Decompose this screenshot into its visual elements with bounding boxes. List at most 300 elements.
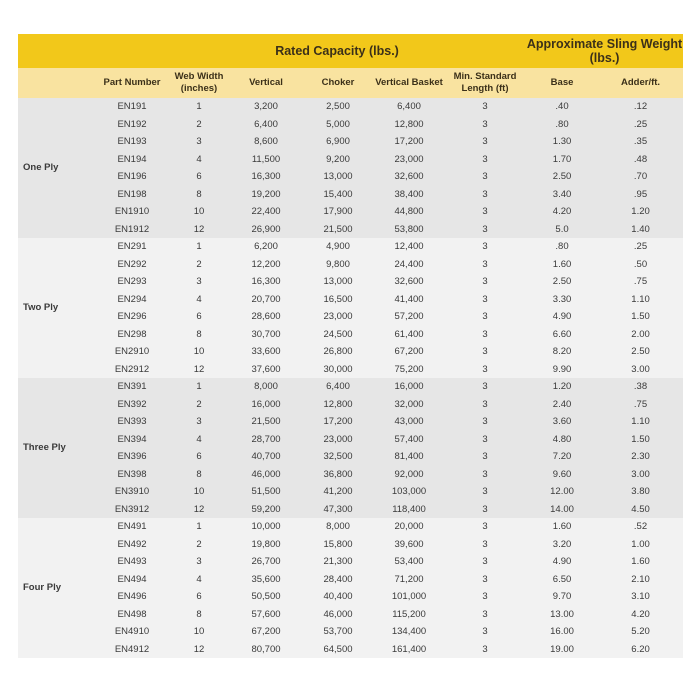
group-label: Three Ply [18, 378, 96, 518]
cell-vertical-basket: 71,200 [374, 571, 444, 589]
cell-base-weight: 6.60 [526, 326, 598, 344]
cell-min-length: 3 [444, 343, 526, 361]
cell-choker: 16,500 [302, 291, 374, 309]
cell-min-length: 3 [444, 483, 526, 501]
cell-base-weight: 4.20 [526, 203, 598, 221]
cell-min-length: 3 [444, 256, 526, 274]
table-row [18, 588, 683, 606]
cell-adder-per-ft: 5.20 [598, 623, 683, 641]
cell-adder-per-ft: .75 [598, 273, 683, 291]
cell-adder-per-ft: 1.10 [598, 291, 683, 309]
cell-vertical-basket: 38,400 [374, 186, 444, 204]
cell-part-number: EN294 [96, 291, 168, 309]
cell-choker: 15,800 [302, 536, 374, 554]
cell-vertical-basket: 39,600 [374, 536, 444, 554]
cell-adder-per-ft: .38 [598, 378, 683, 396]
cell-vertical-basket: 6,400 [374, 98, 444, 116]
cell-vertical: 57,600 [230, 606, 302, 624]
cell-part-number: EN292 [96, 256, 168, 274]
cell-vertical-basket: 134,400 [374, 623, 444, 641]
cell-base-weight: 1.20 [526, 378, 598, 396]
cell-vertical-basket: 20,000 [374, 518, 444, 536]
col-header-base: Base [526, 68, 598, 98]
group-one-ply [18, 98, 683, 238]
cell-choker: 9,200 [302, 151, 374, 169]
cell-base-weight: 3.60 [526, 413, 598, 431]
cell-part-number: EN193 [96, 133, 168, 151]
header-row-columns [18, 68, 683, 98]
col-header-vertical: Vertical [230, 68, 302, 98]
cell-vertical-basket: 23,000 [374, 151, 444, 169]
table-row [18, 221, 683, 239]
cell-base-weight: 9.90 [526, 361, 598, 379]
cell-vertical: 59,200 [230, 501, 302, 519]
cell-min-length: 3 [444, 466, 526, 484]
cell-web-width: 1 [168, 518, 230, 536]
table-row [18, 553, 683, 571]
cell-part-number: EN393 [96, 413, 168, 431]
cell-web-width: 2 [168, 116, 230, 134]
table-row [18, 151, 683, 169]
cell-min-length: 3 [444, 623, 526, 641]
cell-base-weight: 13.00 [526, 606, 598, 624]
cell-min-length: 3 [444, 361, 526, 379]
cell-vertical: 28,700 [230, 431, 302, 449]
cell-part-number: EN194 [96, 151, 168, 169]
cell-min-length: 3 [444, 238, 526, 256]
cell-vertical-basket: 61,400 [374, 326, 444, 344]
cell-base-weight: 2.50 [526, 168, 598, 186]
cell-adder-per-ft: 4.20 [598, 606, 683, 624]
cell-adder-per-ft: .50 [598, 256, 683, 274]
cell-web-width: 12 [168, 501, 230, 519]
group-two-ply [18, 238, 683, 378]
cell-base-weight: 3.30 [526, 291, 598, 309]
cell-base-weight: 8.20 [526, 343, 598, 361]
cell-adder-per-ft: .75 [598, 396, 683, 414]
cell-base-weight: 1.30 [526, 133, 598, 151]
cell-web-width: 4 [168, 431, 230, 449]
table-row [18, 641, 683, 659]
cell-choker: 4,900 [302, 238, 374, 256]
cell-web-width: 8 [168, 326, 230, 344]
cell-vertical-basket: 115,200 [374, 606, 444, 624]
table-row [18, 326, 683, 344]
cell-base-weight: 1.60 [526, 256, 598, 274]
table-row [18, 203, 683, 221]
table-row [18, 448, 683, 466]
cell-base-weight: .80 [526, 116, 598, 134]
cell-min-length: 3 [444, 273, 526, 291]
table-row [18, 413, 683, 431]
cell-part-number: EN494 [96, 571, 168, 589]
cell-web-width: 8 [168, 606, 230, 624]
cell-min-length: 3 [444, 448, 526, 466]
cell-min-length: 3 [444, 641, 526, 659]
cell-base-weight: 14.00 [526, 501, 598, 519]
cell-part-number: EN392 [96, 396, 168, 414]
table-row [18, 396, 683, 414]
cell-web-width: 6 [168, 588, 230, 606]
cell-min-length: 3 [444, 133, 526, 151]
cell-choker: 32,500 [302, 448, 374, 466]
cell-choker: 15,400 [302, 186, 374, 204]
cell-vertical: 16,300 [230, 168, 302, 186]
cell-web-width: 10 [168, 483, 230, 501]
cell-choker: 13,000 [302, 168, 374, 186]
cell-vertical-basket: 12,400 [374, 238, 444, 256]
cell-web-width: 12 [168, 361, 230, 379]
col-header-group [18, 68, 96, 98]
cell-part-number: EN491 [96, 518, 168, 536]
cell-adder-per-ft: 1.00 [598, 536, 683, 554]
cell-vertical-basket: 53,800 [374, 221, 444, 239]
cell-part-number: EN293 [96, 273, 168, 291]
cell-base-weight: 1.60 [526, 518, 598, 536]
table-row [18, 343, 683, 361]
cell-vertical: 12,200 [230, 256, 302, 274]
table-row [18, 501, 683, 519]
cell-part-number: EN198 [96, 186, 168, 204]
cell-part-number: EN296 [96, 308, 168, 326]
cell-web-width: 2 [168, 396, 230, 414]
cell-adder-per-ft: 2.00 [598, 326, 683, 344]
cell-vertical-basket: 24,400 [374, 256, 444, 274]
table-row [18, 186, 683, 204]
table-row [18, 98, 683, 116]
cell-adder-per-ft: 1.50 [598, 308, 683, 326]
cell-vertical-basket: 81,400 [374, 448, 444, 466]
cell-part-number: EN398 [96, 466, 168, 484]
cell-choker: 13,000 [302, 273, 374, 291]
cell-adder-per-ft: .48 [598, 151, 683, 169]
cell-part-number: EN2912 [96, 361, 168, 379]
cell-part-number: EN3910 [96, 483, 168, 501]
cell-min-length: 3 [444, 536, 526, 554]
cell-choker: 26,800 [302, 343, 374, 361]
table-row [18, 273, 683, 291]
cell-choker: 6,900 [302, 133, 374, 151]
cell-part-number: EN1910 [96, 203, 168, 221]
cell-web-width: 3 [168, 133, 230, 151]
cell-part-number: EN498 [96, 606, 168, 624]
cell-adder-per-ft: 2.50 [598, 343, 683, 361]
group-four-ply [18, 518, 683, 658]
cell-web-width: 6 [168, 308, 230, 326]
cell-vertical: 22,400 [230, 203, 302, 221]
cell-vertical-basket: 44,800 [374, 203, 444, 221]
col-header-web-width: Web Width (inches) [168, 68, 230, 98]
cell-base-weight: 4.90 [526, 553, 598, 571]
cell-vertical-basket: 118,400 [374, 501, 444, 519]
cell-base-weight: 6.50 [526, 571, 598, 589]
cell-web-width: 3 [168, 413, 230, 431]
cell-choker: 36,800 [302, 466, 374, 484]
group-label: Two Ply [18, 238, 96, 378]
cell-vertical-basket: 92,000 [374, 466, 444, 484]
cell-min-length: 3 [444, 553, 526, 571]
cell-part-number: EN493 [96, 553, 168, 571]
cell-web-width: 4 [168, 291, 230, 309]
cell-vertical: 3,200 [230, 98, 302, 116]
header-blank [18, 34, 230, 68]
cell-choker: 28,400 [302, 571, 374, 589]
cell-vertical: 67,200 [230, 623, 302, 641]
cell-part-number: EN1912 [96, 221, 168, 239]
cell-vertical-basket: 12,800 [374, 116, 444, 134]
cell-choker: 6,400 [302, 378, 374, 396]
cell-part-number: EN2910 [96, 343, 168, 361]
col-header-part-number: Part Number [96, 68, 168, 98]
cell-vertical: 8,000 [230, 378, 302, 396]
cell-web-width: 2 [168, 536, 230, 554]
cell-web-width: 8 [168, 466, 230, 484]
table-row [18, 168, 683, 186]
cell-min-length: 3 [444, 151, 526, 169]
cell-vertical: 10,000 [230, 518, 302, 536]
cell-base-weight: 7.20 [526, 448, 598, 466]
table-row [18, 483, 683, 501]
cell-part-number: EN391 [96, 378, 168, 396]
cell-choker: 2,500 [302, 98, 374, 116]
table-row [18, 133, 683, 151]
cell-choker: 24,500 [302, 326, 374, 344]
cell-vertical-basket: 32,000 [374, 396, 444, 414]
col-header-adder: Adder/ft. [598, 68, 683, 98]
col-header-vertical-basket: Vertical Basket [374, 68, 444, 98]
cell-adder-per-ft: 1.40 [598, 221, 683, 239]
cell-vertical: 50,500 [230, 588, 302, 606]
cell-base-weight: 4.80 [526, 431, 598, 449]
cell-web-width: 10 [168, 623, 230, 641]
sling-capacity-table [18, 34, 683, 658]
cell-web-width: 1 [168, 378, 230, 396]
header-row-top [18, 34, 683, 68]
cell-web-width: 3 [168, 553, 230, 571]
table-row [18, 291, 683, 309]
cell-adder-per-ft: .52 [598, 518, 683, 536]
cell-vertical-basket: 101,000 [374, 588, 444, 606]
table-row [18, 361, 683, 379]
cell-vertical: 16,000 [230, 396, 302, 414]
cell-adder-per-ft: 3.80 [598, 483, 683, 501]
cell-vertical: 16,300 [230, 273, 302, 291]
sling-capacity-table-container [18, 34, 683, 658]
cell-adder-per-ft: .35 [598, 133, 683, 151]
cell-choker: 21,500 [302, 221, 374, 239]
table-row [18, 518, 683, 536]
cell-adder-per-ft: .25 [598, 116, 683, 134]
cell-vertical: 28,600 [230, 308, 302, 326]
cell-part-number: EN496 [96, 588, 168, 606]
cell-vertical: 26,900 [230, 221, 302, 239]
header-blank-min [444, 34, 526, 68]
cell-vertical: 19,200 [230, 186, 302, 204]
cell-base-weight: 3.20 [526, 536, 598, 554]
cell-vertical-basket: 161,400 [374, 641, 444, 659]
cell-vertical-basket: 17,200 [374, 133, 444, 151]
cell-min-length: 3 [444, 221, 526, 239]
cell-min-length: 3 [444, 571, 526, 589]
cell-vertical-basket: 53,400 [374, 553, 444, 571]
cell-vertical: 6,400 [230, 116, 302, 134]
cell-web-width: 1 [168, 238, 230, 256]
cell-part-number: EN396 [96, 448, 168, 466]
cell-part-number: EN291 [96, 238, 168, 256]
cell-part-number: EN192 [96, 116, 168, 134]
cell-vertical: 30,700 [230, 326, 302, 344]
cell-choker: 21,300 [302, 553, 374, 571]
cell-web-width: 4 [168, 571, 230, 589]
cell-part-number: EN394 [96, 431, 168, 449]
cell-vertical: 33,600 [230, 343, 302, 361]
cell-adder-per-ft: .25 [598, 238, 683, 256]
cell-part-number: EN196 [96, 168, 168, 186]
cell-vertical: 20,700 [230, 291, 302, 309]
cell-adder-per-ft: 4.50 [598, 501, 683, 519]
cell-adder-per-ft: 1.20 [598, 203, 683, 221]
cell-min-length: 3 [444, 431, 526, 449]
cell-min-length: 3 [444, 378, 526, 396]
cell-adder-per-ft: .70 [598, 168, 683, 186]
cell-base-weight: 5.0 [526, 221, 598, 239]
cell-choker: 12,800 [302, 396, 374, 414]
cell-base-weight: .40 [526, 98, 598, 116]
table-row [18, 308, 683, 326]
cell-vertical-basket: 57,200 [374, 308, 444, 326]
cell-web-width: 4 [168, 151, 230, 169]
cell-choker: 17,900 [302, 203, 374, 221]
table-row [18, 623, 683, 641]
cell-web-width: 12 [168, 221, 230, 239]
cell-base-weight: 12.00 [526, 483, 598, 501]
cell-adder-per-ft: 3.10 [598, 588, 683, 606]
cell-vertical-basket: 16,000 [374, 378, 444, 396]
cell-part-number: EN3912 [96, 501, 168, 519]
cell-min-length: 3 [444, 291, 526, 309]
cell-base-weight: 2.40 [526, 396, 598, 414]
cell-vertical: 11,500 [230, 151, 302, 169]
cell-choker: 64,500 [302, 641, 374, 659]
cell-min-length: 3 [444, 98, 526, 116]
cell-adder-per-ft: 2.30 [598, 448, 683, 466]
cell-adder-per-ft: 2.10 [598, 571, 683, 589]
cell-choker: 23,000 [302, 431, 374, 449]
cell-min-length: 3 [444, 203, 526, 221]
cell-base-weight: 4.90 [526, 308, 598, 326]
table-row [18, 431, 683, 449]
cell-choker: 30,000 [302, 361, 374, 379]
cell-adder-per-ft: 6.20 [598, 641, 683, 659]
cell-web-width: 2 [168, 256, 230, 274]
cell-part-number: EN191 [96, 98, 168, 116]
cell-vertical: 46,000 [230, 466, 302, 484]
cell-choker: 47,300 [302, 501, 374, 519]
cell-adder-per-ft: 1.60 [598, 553, 683, 571]
cell-vertical: 37,600 [230, 361, 302, 379]
cell-choker: 17,200 [302, 413, 374, 431]
table-row [18, 378, 683, 396]
cell-web-width: 1 [168, 98, 230, 116]
cell-vertical-basket: 43,000 [374, 413, 444, 431]
cell-vertical: 40,700 [230, 448, 302, 466]
cell-min-length: 3 [444, 116, 526, 134]
cell-min-length: 3 [444, 606, 526, 624]
cell-web-width: 10 [168, 203, 230, 221]
cell-adder-per-ft: 1.50 [598, 431, 683, 449]
cell-part-number: EN4912 [96, 641, 168, 659]
cell-vertical: 80,700 [230, 641, 302, 659]
cell-web-width: 6 [168, 448, 230, 466]
table-row [18, 536, 683, 554]
cell-vertical: 8,600 [230, 133, 302, 151]
table-row [18, 238, 683, 256]
cell-choker: 46,000 [302, 606, 374, 624]
cell-vertical-basket: 32,600 [374, 168, 444, 186]
cell-vertical-basket: 67,200 [374, 343, 444, 361]
cell-choker: 41,200 [302, 483, 374, 501]
cell-vertical: 6,200 [230, 238, 302, 256]
cell-web-width: 12 [168, 641, 230, 659]
cell-choker: 23,000 [302, 308, 374, 326]
cell-vertical: 51,500 [230, 483, 302, 501]
cell-min-length: 3 [444, 501, 526, 519]
cell-base-weight: 1.70 [526, 151, 598, 169]
table-row [18, 256, 683, 274]
cell-choker: 40,400 [302, 588, 374, 606]
cell-choker: 53,700 [302, 623, 374, 641]
cell-vertical: 19,800 [230, 536, 302, 554]
cell-web-width: 10 [168, 343, 230, 361]
table-row [18, 606, 683, 624]
cell-min-length: 3 [444, 168, 526, 186]
col-header-min-length: Min. Standard Length (ft) [444, 68, 526, 98]
rated-capacity-heading: Rated Capacity (lbs.) [230, 34, 444, 68]
cell-vertical-basket: 75,200 [374, 361, 444, 379]
cell-part-number: EN4910 [96, 623, 168, 641]
cell-base-weight: 9.70 [526, 588, 598, 606]
cell-web-width: 8 [168, 186, 230, 204]
cell-vertical: 26,700 [230, 553, 302, 571]
cell-base-weight: 19.00 [526, 641, 598, 659]
cell-min-length: 3 [444, 413, 526, 431]
cell-choker: 9,800 [302, 256, 374, 274]
cell-adder-per-ft: 1.10 [598, 413, 683, 431]
cell-min-length: 3 [444, 308, 526, 326]
cell-vertical-basket: 32,600 [374, 273, 444, 291]
cell-base-weight: 3.40 [526, 186, 598, 204]
cell-base-weight: .80 [526, 238, 598, 256]
table-row [18, 116, 683, 134]
cell-min-length: 3 [444, 186, 526, 204]
cell-min-length: 3 [444, 326, 526, 344]
cell-base-weight: 16.00 [526, 623, 598, 641]
cell-choker: 5,000 [302, 116, 374, 134]
col-header-choker: Choker [302, 68, 374, 98]
group-three-ply [18, 378, 683, 518]
cell-web-width: 6 [168, 168, 230, 186]
table-row [18, 571, 683, 589]
cell-part-number: EN298 [96, 326, 168, 344]
cell-adder-per-ft: .12 [598, 98, 683, 116]
cell-vertical-basket: 41,400 [374, 291, 444, 309]
cell-choker: 8,000 [302, 518, 374, 536]
cell-base-weight: 2.50 [526, 273, 598, 291]
cell-base-weight: 9.60 [526, 466, 598, 484]
cell-min-length: 3 [444, 518, 526, 536]
cell-vertical-basket: 57,400 [374, 431, 444, 449]
cell-adder-per-ft: 3.00 [598, 361, 683, 379]
